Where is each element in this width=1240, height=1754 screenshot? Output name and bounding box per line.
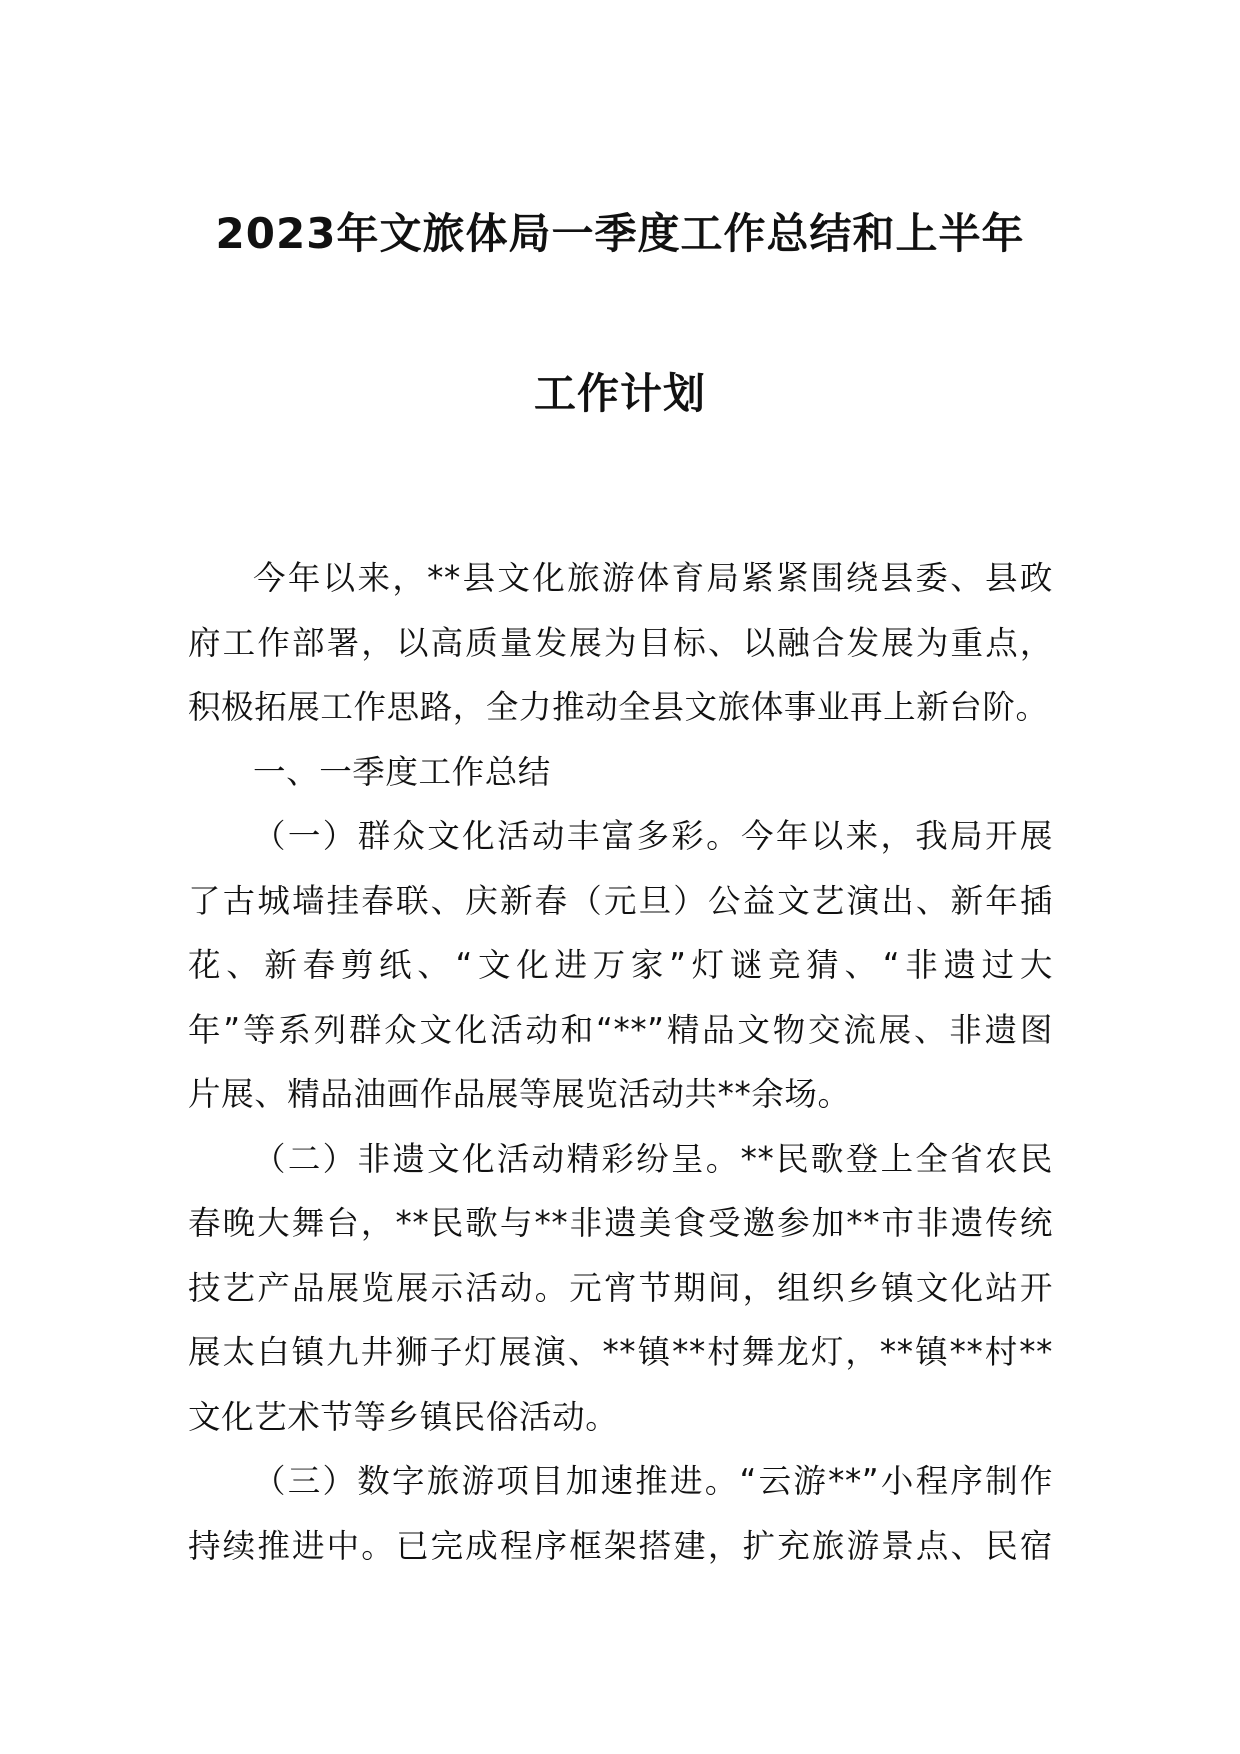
- item-line: 展太白镇九井狮子灯展演、**镇**村舞龙灯，**镇**村**: [188, 1333, 1053, 1371]
- item-line: （二）非遗文化活动精彩纷呈。**民歌登上全省农民: [253, 1139, 1053, 1178]
- item-line: 年”等系列群众文化活动和“**”精品文物交流展、非遗图: [188, 1010, 1053, 1049]
- intro-line: 今年以来，**县文化旅游体育局紧紧围绕县委、县政: [253, 559, 1053, 597]
- intro-line: 府工作部署，以高质量发展为目标、以融合发展为重点，: [188, 623, 1053, 662]
- document-title-line-1: 2023年文旅体局一季度工作总结和上半年: [215, 209, 1025, 258]
- intro-paragraph: [188, 546, 1053, 740]
- item-line: 春晚大舞台，**民歌与**非遗美食受邀参加**市非遗传统: [188, 1204, 1053, 1242]
- item-line: 了古城墙挂春联、庆新春（元旦）公益文艺演出、新年插: [188, 881, 1053, 920]
- item-line: 花、新春剪纸、“文化进万家”灯谜竞猜、“非遗过大: [188, 946, 1053, 984]
- item-paragraph-3: [188, 1449, 1053, 1578]
- item-line: 持续推进中。已完成程序框架搭建，扩充旅游景点、民宿: [188, 1526, 1053, 1565]
- item-line: 片展、精品油画作品展等展览活动共**余场。: [188, 1075, 851, 1113]
- item-line: 文化艺术节等乡镇民俗活动。: [188, 1397, 619, 1436]
- section-heading: 一、一季度工作总结: [253, 752, 551, 791]
- item-line: 技艺产品展览展示活动。元宵节期间，组织乡镇文化站开: [188, 1268, 1053, 1307]
- item-paragraph-2: [188, 1127, 1053, 1450]
- document-body: [188, 546, 1053, 1578]
- item-paragraph-1: [188, 804, 1053, 1127]
- item-line: （一）群众文化活动丰富多彩。今年以来，我局开展: [253, 817, 1053, 855]
- intro-line: 积极拓展工作思路，全力推动全县文旅体事业再上新台阶。: [188, 688, 1049, 726]
- item-line: （三）数字旅游项目加速推进。“云游**”小程序制作: [253, 1462, 1053, 1500]
- document-title-line-2: 工作计划: [533, 369, 706, 418]
